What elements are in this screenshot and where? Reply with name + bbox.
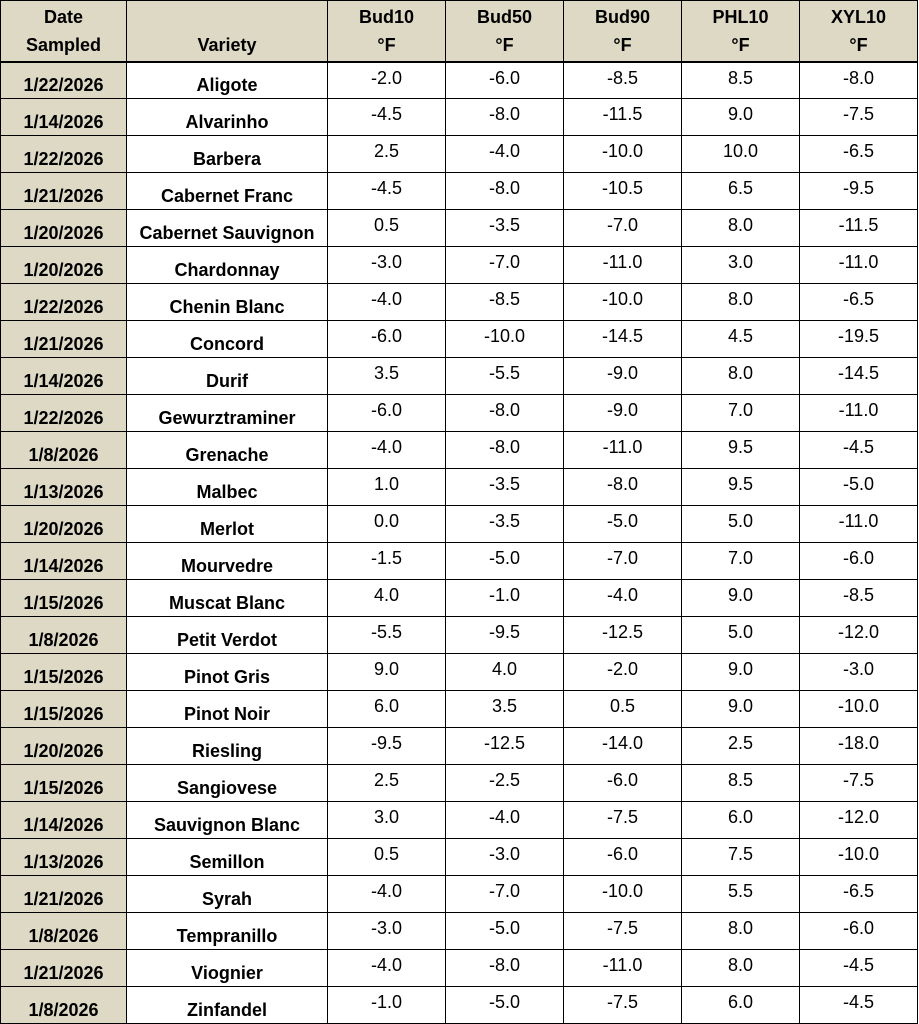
date-sampled-cell: 1/21/2026 bbox=[1, 173, 127, 210]
date-sampled-cell: 1/21/2026 bbox=[1, 950, 127, 987]
xyl10-value-cell: -9.5 bbox=[800, 173, 918, 210]
bud10-value-cell: -3.0 bbox=[328, 913, 446, 950]
bud90-value-cell: -10.0 bbox=[564, 876, 682, 913]
bud90-value-cell: -11.0 bbox=[564, 247, 682, 284]
table-row bbox=[1, 654, 918, 691]
variety-cell: Tempranillo bbox=[127, 913, 328, 950]
bud10-value-cell: -4.0 bbox=[328, 950, 446, 987]
xyl10-value-cell: -8.0 bbox=[800, 62, 918, 99]
variety-cell: Sangiovese bbox=[127, 765, 328, 802]
variety-cell: Syrah bbox=[127, 876, 328, 913]
xyl10-value-cell: -4.5 bbox=[800, 950, 918, 987]
date-sampled-cell: 1/21/2026 bbox=[1, 876, 127, 913]
phl10-value-cell: 8.0 bbox=[682, 358, 800, 395]
table-row bbox=[1, 210, 918, 247]
bud10-header-unit: °F bbox=[377, 35, 396, 55]
bud90-header-unit: °F bbox=[613, 35, 632, 55]
xyl10-value-cell: -18.0 bbox=[800, 728, 918, 765]
xyl10-value-cell: -6.5 bbox=[800, 136, 918, 173]
bud50-value-cell: -4.0 bbox=[446, 802, 564, 839]
bud10-value-cell: -4.0 bbox=[328, 432, 446, 469]
table-row bbox=[1, 950, 918, 987]
table-row bbox=[1, 247, 918, 284]
table-row bbox=[1, 839, 918, 876]
bud50-value-cell: -3.5 bbox=[446, 210, 564, 247]
date-sampled-cell: 1/22/2026 bbox=[1, 284, 127, 321]
table-row bbox=[1, 99, 918, 136]
bud10-value-cell: 3.0 bbox=[328, 802, 446, 839]
bud50-value-cell: -3.5 bbox=[446, 506, 564, 543]
bud90-value-cell: -2.0 bbox=[564, 654, 682, 691]
bud50-value-cell: -7.0 bbox=[446, 247, 564, 284]
bud10-value-cell: -6.0 bbox=[328, 395, 446, 432]
xyl10-value-cell: -11.0 bbox=[800, 247, 918, 284]
bud50-value-cell: -5.0 bbox=[446, 543, 564, 580]
phl10-value-cell: 3.0 bbox=[682, 247, 800, 284]
bud50-value-cell: -7.0 bbox=[446, 876, 564, 913]
bud10-value-cell: -4.5 bbox=[328, 173, 446, 210]
variety-cell: Riesling bbox=[127, 728, 328, 765]
date-sampled-cell: 1/15/2026 bbox=[1, 654, 127, 691]
phl10-value-cell: 9.0 bbox=[682, 654, 800, 691]
bud90-value-cell: 0.5 bbox=[564, 691, 682, 728]
bud10-value-cell: -9.5 bbox=[328, 728, 446, 765]
date-sampled-cell: 1/13/2026 bbox=[1, 469, 127, 506]
bud50-value-cell: -12.5 bbox=[446, 728, 564, 765]
bud90-value-cell: -8.0 bbox=[564, 469, 682, 506]
bud50-value-cell: -3.5 bbox=[446, 469, 564, 506]
xyl10-value-cell: -14.5 bbox=[800, 358, 918, 395]
bud10-value-cell: -1.0 bbox=[328, 987, 446, 1024]
table-row bbox=[1, 432, 918, 469]
xyl10-value-cell: -10.0 bbox=[800, 691, 918, 728]
variety-cell: Cabernet Sauvignon bbox=[127, 210, 328, 247]
phl10-value-cell: 2.5 bbox=[682, 728, 800, 765]
xyl10-value-cell: -11.5 bbox=[800, 210, 918, 247]
phl10-value-cell: 9.0 bbox=[682, 99, 800, 136]
date-sampled-cell: 1/14/2026 bbox=[1, 802, 127, 839]
phl10-value-cell: 6.5 bbox=[682, 173, 800, 210]
bud50-value-cell: 3.5 bbox=[446, 691, 564, 728]
phl10-value-cell: 9.5 bbox=[682, 432, 800, 469]
bud50-value-cell: 4.0 bbox=[446, 654, 564, 691]
bud10-value-cell: -1.5 bbox=[328, 543, 446, 580]
table-row bbox=[1, 913, 918, 950]
table-row bbox=[1, 543, 918, 580]
bud10-value-cell: -4.5 bbox=[328, 99, 446, 136]
phl10-value-cell: 9.0 bbox=[682, 580, 800, 617]
date-sampled-cell: 1/8/2026 bbox=[1, 987, 127, 1024]
date-sampled-cell: 1/15/2026 bbox=[1, 580, 127, 617]
bud50-value-cell: -1.0 bbox=[446, 580, 564, 617]
bud50-value-cell: -4.0 bbox=[446, 136, 564, 173]
variety-cell: Mourvedre bbox=[127, 543, 328, 580]
table-row bbox=[1, 802, 918, 839]
phl10-header bbox=[682, 1, 800, 62]
xyl10-header-unit: °F bbox=[849, 35, 868, 55]
bud90-value-cell: -11.5 bbox=[564, 99, 682, 136]
variety-cell: Barbera bbox=[127, 136, 328, 173]
xyl10-value-cell: -10.0 bbox=[800, 839, 918, 876]
bud90-header bbox=[564, 1, 682, 62]
bud50-value-cell: -5.0 bbox=[446, 987, 564, 1024]
xyl10-value-cell: -3.0 bbox=[800, 654, 918, 691]
date-header-line2: Sampled bbox=[25, 35, 102, 55]
bud50-value-cell: -8.0 bbox=[446, 395, 564, 432]
bud10-value-cell: 4.0 bbox=[328, 580, 446, 617]
phl10-value-cell: 8.0 bbox=[682, 913, 800, 950]
bud90-value-cell: -7.0 bbox=[564, 210, 682, 247]
bud10-value-cell: 0.5 bbox=[328, 210, 446, 247]
date-sampled-cell: 1/13/2026 bbox=[1, 839, 127, 876]
bud90-value-cell: -12.5 bbox=[564, 617, 682, 654]
phl10-value-cell: 8.0 bbox=[682, 284, 800, 321]
variety-cell: Sauvignon Blanc bbox=[127, 802, 328, 839]
variety-cell: Aligote bbox=[127, 62, 328, 99]
table-row bbox=[1, 987, 918, 1024]
bud50-value-cell: -9.5 bbox=[446, 617, 564, 654]
phl10-value-cell: 5.0 bbox=[682, 506, 800, 543]
phl10-value-cell: 9.0 bbox=[682, 691, 800, 728]
bud90-value-cell: -9.0 bbox=[564, 395, 682, 432]
bud10-value-cell: 1.0 bbox=[328, 469, 446, 506]
variety-header: Variety bbox=[127, 1, 328, 62]
bud90-value-cell: -14.5 bbox=[564, 321, 682, 358]
table-row bbox=[1, 173, 918, 210]
table-row bbox=[1, 617, 918, 654]
bud90-value-cell: -7.5 bbox=[564, 802, 682, 839]
variety-cell: Pinot Gris bbox=[127, 654, 328, 691]
variety-cell: Viognier bbox=[127, 950, 328, 987]
date-sampled-cell: 1/20/2026 bbox=[1, 728, 127, 765]
xyl10-value-cell: -11.0 bbox=[800, 506, 918, 543]
xyl10-value-cell: -6.0 bbox=[800, 543, 918, 580]
phl10-value-cell: 4.5 bbox=[682, 321, 800, 358]
variety-cell: Pinot Noir bbox=[127, 691, 328, 728]
variety-cell: Grenache bbox=[127, 432, 328, 469]
variety-cell: Concord bbox=[127, 321, 328, 358]
date-sampled-cell: 1/14/2026 bbox=[1, 358, 127, 395]
xyl10-value-cell: -11.0 bbox=[800, 395, 918, 432]
bud50-value-cell: -8.0 bbox=[446, 432, 564, 469]
bud10-header-label: Bud10 bbox=[358, 7, 414, 27]
date-sampled-cell: 1/15/2026 bbox=[1, 765, 127, 802]
xyl10-value-cell: -5.0 bbox=[800, 469, 918, 506]
phl10-header-label: PHL10 bbox=[712, 7, 769, 27]
bud10-value-cell: -4.0 bbox=[328, 284, 446, 321]
variety-cell: Durif bbox=[127, 358, 328, 395]
variety-cell: Petit Verdot bbox=[127, 617, 328, 654]
table-row bbox=[1, 358, 918, 395]
xyl10-value-cell: -4.5 bbox=[800, 987, 918, 1024]
phl10-value-cell: 7.5 bbox=[682, 839, 800, 876]
bud90-value-cell: -10.5 bbox=[564, 173, 682, 210]
bud50-header-label: Bud50 bbox=[476, 7, 532, 27]
bud90-value-cell: -9.0 bbox=[564, 358, 682, 395]
bud50-value-cell: -5.0 bbox=[446, 913, 564, 950]
xyl10-header bbox=[800, 1, 918, 62]
phl10-value-cell: 8.5 bbox=[682, 62, 800, 99]
bud90-value-cell: -4.0 bbox=[564, 580, 682, 617]
bud50-value-cell: -8.0 bbox=[446, 173, 564, 210]
xyl10-value-cell: -7.5 bbox=[800, 765, 918, 802]
bud10-value-cell: 0.0 bbox=[328, 506, 446, 543]
date-sampled-cell: 1/14/2026 bbox=[1, 543, 127, 580]
bud90-value-cell: -14.0 bbox=[564, 728, 682, 765]
bud90-value-cell: -11.0 bbox=[564, 950, 682, 987]
table-row bbox=[1, 765, 918, 802]
date-sampled-cell: 1/20/2026 bbox=[1, 247, 127, 284]
header-row bbox=[1, 1, 918, 62]
table-row bbox=[1, 62, 918, 99]
xyl10-value-cell: -8.5 bbox=[800, 580, 918, 617]
phl10-value-cell: 7.0 bbox=[682, 543, 800, 580]
bud10-value-cell: -5.5 bbox=[328, 617, 446, 654]
phl10-value-cell: 6.0 bbox=[682, 987, 800, 1024]
phl10-header-unit: °F bbox=[731, 35, 750, 55]
bud10-value-cell: 9.0 bbox=[328, 654, 446, 691]
bud50-value-cell: -3.0 bbox=[446, 839, 564, 876]
variety-cell: Muscat Blanc bbox=[127, 580, 328, 617]
variety-cell: Alvarinho bbox=[127, 99, 328, 136]
bud50-header bbox=[446, 1, 564, 62]
bud10-value-cell: 0.5 bbox=[328, 839, 446, 876]
date-header-line1: Date bbox=[43, 7, 83, 27]
bud90-value-cell: -7.5 bbox=[564, 987, 682, 1024]
phl10-value-cell: 7.0 bbox=[682, 395, 800, 432]
xyl10-value-cell: -6.5 bbox=[800, 284, 918, 321]
variety-cell: Chardonnay bbox=[127, 247, 328, 284]
bud90-header-label: Bud90 bbox=[594, 7, 650, 27]
bud50-value-cell: -6.0 bbox=[446, 62, 564, 99]
bud10-value-cell: 3.5 bbox=[328, 358, 446, 395]
xyl10-value-cell: -19.5 bbox=[800, 321, 918, 358]
bud50-header-unit: °F bbox=[495, 35, 514, 55]
phl10-value-cell: 10.0 bbox=[682, 136, 800, 173]
bud50-value-cell: -8.0 bbox=[446, 99, 564, 136]
date-sampled-header bbox=[1, 1, 127, 62]
table-row bbox=[1, 876, 918, 913]
date-sampled-cell: 1/8/2026 bbox=[1, 432, 127, 469]
bud90-value-cell: -7.0 bbox=[564, 543, 682, 580]
date-sampled-cell: 1/8/2026 bbox=[1, 913, 127, 950]
bud10-value-cell: 6.0 bbox=[328, 691, 446, 728]
bud10-header bbox=[328, 1, 446, 62]
variety-cell: Chenin Blanc bbox=[127, 284, 328, 321]
bud10-value-cell: -2.0 bbox=[328, 62, 446, 99]
bud90-value-cell: -5.0 bbox=[564, 506, 682, 543]
phl10-value-cell: 6.0 bbox=[682, 802, 800, 839]
table-row bbox=[1, 469, 918, 506]
variety-cell: Cabernet Franc bbox=[127, 173, 328, 210]
variety-cell: Merlot bbox=[127, 506, 328, 543]
bud90-value-cell: -11.0 bbox=[564, 432, 682, 469]
xyl10-value-cell: -12.0 bbox=[800, 617, 918, 654]
bud50-value-cell: -2.5 bbox=[446, 765, 564, 802]
table-header bbox=[1, 1, 918, 62]
bud10-value-cell: 2.5 bbox=[328, 765, 446, 802]
table-row bbox=[1, 691, 918, 728]
date-sampled-cell: 1/14/2026 bbox=[1, 99, 127, 136]
date-sampled-cell: 1/15/2026 bbox=[1, 691, 127, 728]
xyl10-value-cell: -6.0 bbox=[800, 913, 918, 950]
variety-cell: Gewurztraminer bbox=[127, 395, 328, 432]
bud90-value-cell: -6.0 bbox=[564, 839, 682, 876]
bud10-value-cell: -6.0 bbox=[328, 321, 446, 358]
bud10-value-cell: -3.0 bbox=[328, 247, 446, 284]
phl10-value-cell: 8.0 bbox=[682, 950, 800, 987]
xyl10-value-cell: -7.5 bbox=[800, 99, 918, 136]
table-body bbox=[1, 62, 918, 1024]
table-row bbox=[1, 136, 918, 173]
phl10-value-cell: 5.0 bbox=[682, 617, 800, 654]
date-sampled-cell: 1/22/2026 bbox=[1, 395, 127, 432]
bud50-value-cell: -8.5 bbox=[446, 284, 564, 321]
bud50-value-cell: -10.0 bbox=[446, 321, 564, 358]
table-row bbox=[1, 284, 918, 321]
bud90-value-cell: -10.0 bbox=[564, 284, 682, 321]
xyl10-value-cell: -6.5 bbox=[800, 876, 918, 913]
phl10-value-cell: 8.0 bbox=[682, 210, 800, 247]
bud10-value-cell: 2.5 bbox=[328, 136, 446, 173]
variety-cell: Malbec bbox=[127, 469, 328, 506]
date-sampled-cell: 1/22/2026 bbox=[1, 62, 127, 99]
variety-cell: Semillon bbox=[127, 839, 328, 876]
date-sampled-cell: 1/20/2026 bbox=[1, 506, 127, 543]
bud90-value-cell: -8.5 bbox=[564, 62, 682, 99]
table-row bbox=[1, 395, 918, 432]
date-sampled-cell: 1/21/2026 bbox=[1, 321, 127, 358]
table-row bbox=[1, 728, 918, 765]
phl10-value-cell: 5.5 bbox=[682, 876, 800, 913]
date-sampled-cell: 1/8/2026 bbox=[1, 617, 127, 654]
table-row bbox=[1, 321, 918, 358]
date-sampled-cell: 1/20/2026 bbox=[1, 210, 127, 247]
phl10-value-cell: 8.5 bbox=[682, 765, 800, 802]
bud50-value-cell: -5.5 bbox=[446, 358, 564, 395]
xyl10-value-cell: -12.0 bbox=[800, 802, 918, 839]
phl10-value-cell: 9.5 bbox=[682, 469, 800, 506]
bud90-value-cell: -10.0 bbox=[564, 136, 682, 173]
xyl10-header-label: XYL10 bbox=[830, 7, 887, 27]
bud90-value-cell: -7.5 bbox=[564, 913, 682, 950]
xyl10-value-cell: -4.5 bbox=[800, 432, 918, 469]
table-row bbox=[1, 506, 918, 543]
variety-cell: Zinfandel bbox=[127, 987, 328, 1024]
bud50-value-cell: -8.0 bbox=[446, 950, 564, 987]
table-row bbox=[1, 580, 918, 617]
bud10-value-cell: -4.0 bbox=[328, 876, 446, 913]
bud90-value-cell: -6.0 bbox=[564, 765, 682, 802]
date-sampled-cell: 1/22/2026 bbox=[1, 136, 127, 173]
